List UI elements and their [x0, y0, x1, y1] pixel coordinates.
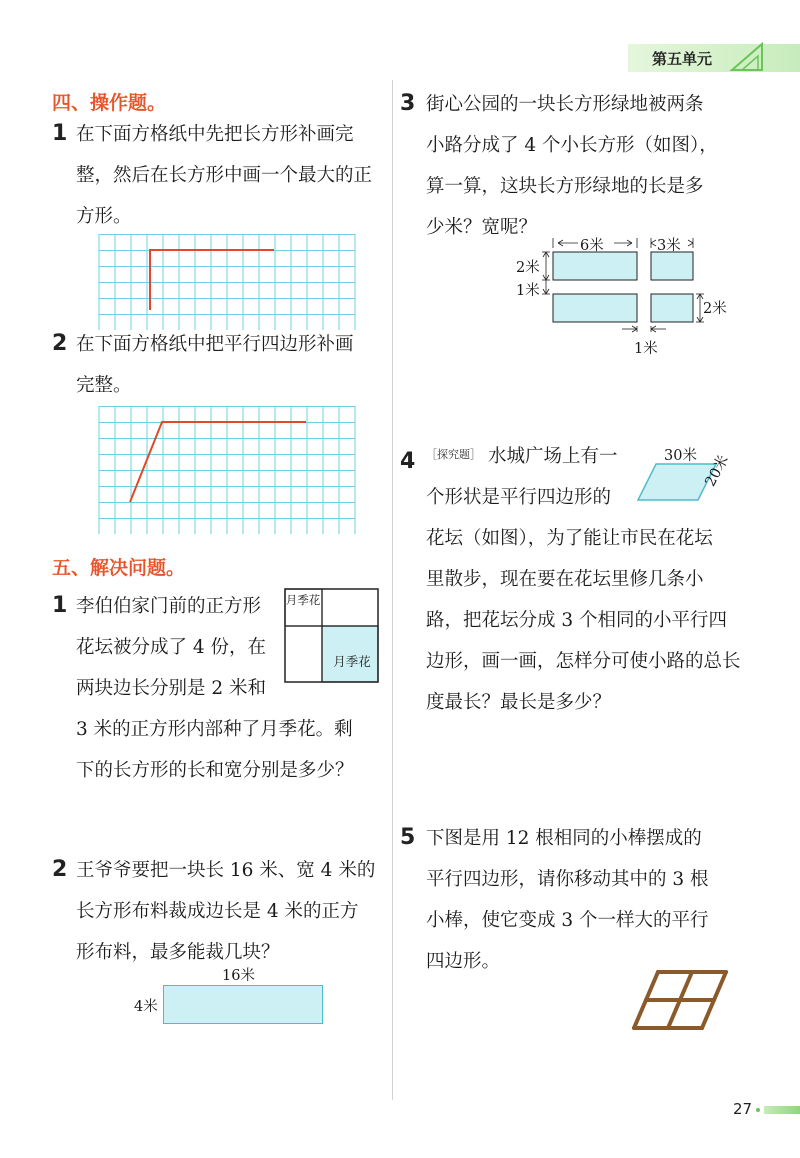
question-text-line: 里散步，现在要在花坛里修几条小 [426, 569, 704, 590]
fabric-rectangle [163, 985, 323, 1024]
matchstick-parallelograms [626, 966, 738, 1038]
question-text-line: 花坛被分成了 4 份，在 [76, 637, 267, 658]
question-text-line: 下图是用 12 根相同的小棒摆成的 [426, 828, 702, 849]
top-left-length-label: 6米 [580, 238, 604, 254]
question-text-line: 下的长方形的长和宽分别是多少？ [76, 760, 354, 781]
parallelogram-base-label: 30米 [664, 448, 697, 464]
question-text-line: 花坛（如图），为了能让市民在花坛 [426, 528, 713, 549]
unit-title: 第五单元 [652, 50, 713, 68]
question-number: 2 [52, 331, 68, 356]
question-text-line: 整，然后在长方形中画一个最大的正 [76, 165, 373, 186]
question-text-line: 路，把花坛分成 3 个相同的小平行四 [426, 610, 728, 631]
section-title-problems: 五、解决问题。 [52, 557, 186, 579]
question-text-line: 王爷爷要把一块长 16 米、宽 4 米的 [76, 860, 376, 881]
grid-paper-rectangle [98, 234, 356, 330]
question-text-line: 两块边长分别是 2 米和 [76, 678, 267, 699]
question-text-line: 小棒，使它变成 3 个一样大的平行 [426, 910, 709, 931]
grid-lines [99, 406, 355, 534]
question-text-line: 方形。 [76, 206, 132, 227]
road-width-bottom-label: 1米 [634, 341, 658, 357]
question-number: 3 [400, 91, 416, 116]
question-text-line: 度最长？最长是多少？ [426, 692, 612, 713]
question-number: 2 [52, 857, 68, 882]
fabric-length-label: 16米 [222, 968, 255, 984]
question-number: 1 [52, 593, 68, 618]
page-marker-dot [756, 1108, 760, 1112]
top-right-length-label: 3米 [657, 238, 681, 254]
grid-lines [99, 234, 355, 330]
incomplete-parallelogram-lines [130, 422, 306, 502]
exploration-tag: ［探究题］ [426, 448, 481, 461]
large-square-label: 月季花 [333, 654, 371, 669]
question-text-line: 形布料，最多能裁几块？ [76, 942, 280, 963]
question-text-line: 长方形布料裁成边长是 4 米的正方 [76, 901, 359, 922]
question-text-line: 水城广场上有一 [488, 446, 618, 467]
page-number: 27 [733, 1100, 753, 1118]
question-text-line: 3 米的正方形内部种了月季花。剩 [76, 719, 353, 740]
parallelogram-side-label: 20米 [702, 452, 733, 490]
right-width-label: 2米 [703, 301, 727, 317]
fabric-width-label: 4米 [134, 999, 158, 1015]
question-number: 1 [52, 121, 68, 146]
question-number: 5 [400, 825, 416, 850]
question-text-line: 完整。 [76, 375, 132, 396]
park-layout-figure [510, 232, 730, 358]
question-text-line: 算一算，这块长方形绿地的长是多 [426, 176, 704, 197]
road-width-label: 1米 [516, 283, 540, 299]
question-text-line: 边形，画一画，怎样分可使小路的总长 [426, 651, 741, 672]
small-square-label: 月季花 [285, 593, 321, 607]
question-text-line: 平行四边形，请你移动其中的 3 根 [426, 869, 709, 890]
question-text-line: 在下面方格纸中先把长方形补画完 [76, 124, 354, 145]
left-top-width-label: 2米 [516, 260, 540, 276]
question-text-line: 少米？宽呢？ [426, 217, 538, 238]
question-number: 4 [400, 449, 416, 474]
question-text-line: 街心公园的一块长方形绿地被两条 [426, 94, 704, 115]
grid-paper-parallelogram [98, 406, 356, 534]
page-marker-bar [764, 1106, 800, 1114]
question-text-line: 在下面方格纸中把平行四边形补画 [76, 334, 354, 355]
incomplete-rectangle-lines [150, 250, 274, 310]
column-divider [392, 80, 393, 1100]
question-text-line: 四边形。 [426, 951, 501, 972]
question-text-line: 李伯伯家门前的正方形 [76, 596, 262, 617]
question-text-line: 小路分成了 4 个小长方形（如图）， [426, 135, 718, 156]
section-title-operations: 四、操作题。 [52, 92, 167, 114]
triangle-ruler-icon [728, 40, 768, 72]
question-text-line: 个形状是平行四边形的 [426, 487, 612, 508]
